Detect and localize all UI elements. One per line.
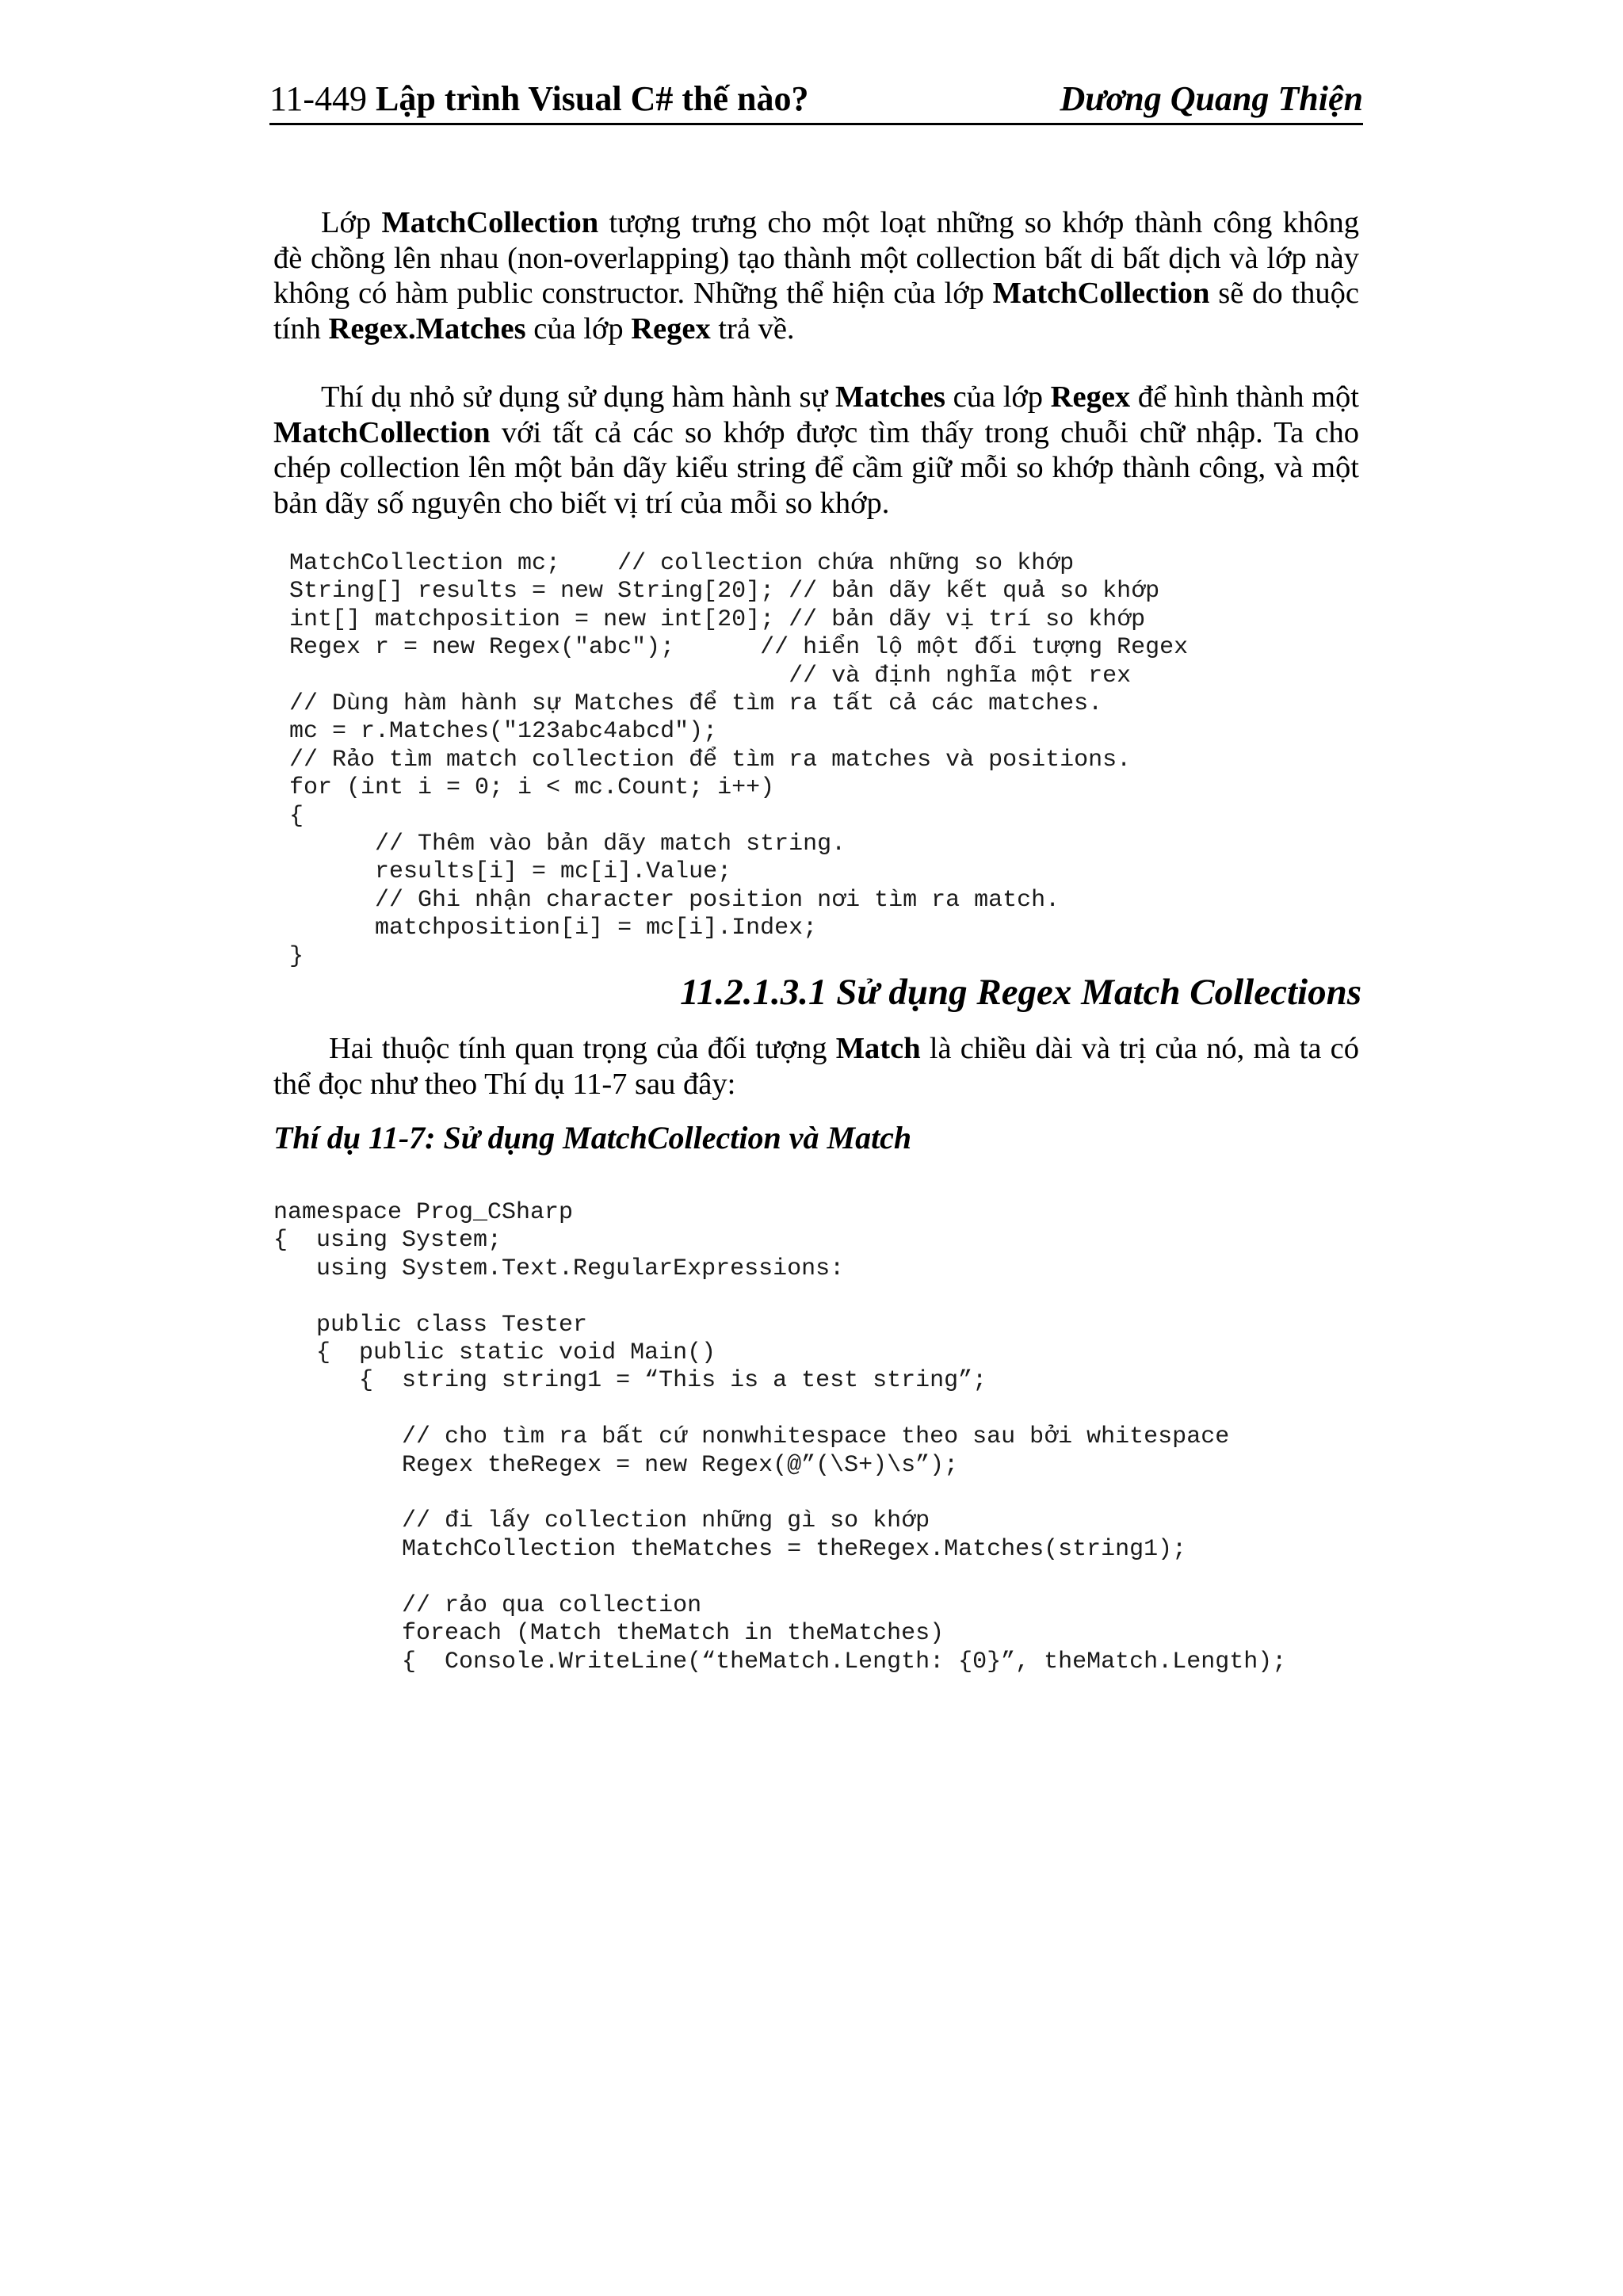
paragraph-matchcollection-intro: [273, 205, 1359, 346]
page-header: [269, 75, 1363, 125]
book-title: Lập trình Visual C# thế nào?: [376, 79, 809, 118]
bold-term: Match: [835, 1032, 921, 1065]
bold-term: Regex: [631, 311, 711, 346]
text-span: của lớp: [525, 311, 632, 346]
bold-term: MatchCollection: [273, 415, 491, 449]
text-span: của lớp: [945, 380, 1051, 414]
text-span: để hình thành một: [1130, 380, 1360, 414]
text-span: với tất cả các so khớp được tìm thấy trong chuỗi chữ nhập. Ta cho chép collection lên một bản dãy kiểu string để cầm giữ mỗi so khớp thành công, và một bản dãy số nguyên cho biết vị trí của mỗi so khớp.: [273, 415, 1359, 520]
paragraph-match-properties: [273, 1031, 1359, 1102]
header-left: [269, 75, 809, 123]
code-block-example-11-7: namespace Prog_CSharp { using System; using System.Text.RegularExpressions: public class Tester { public static void Main() { string string1 = “This is a test string”; // cho tìm ra bất cứ nonwhitespace theo sau bởi whitespace Regex theRegex = new Regex(@”(\S+)\s”); // đi lấy collection những gì so khớp MatchCollection theMatches = theRegex.Matches(string1); // rảo qua collection foreach (Match theMatch in theMatches) { Console.WriteLine(“theMatch.Length: {0}”, theMatch.Length);: [273, 1199, 1287, 1675]
text-span: tượng trưng cho một loạt những so khớp thành công không đè chồng lên nhau (non-overlapping) tạo thành một collection bất di bất dịch và lớp này không có hàm public constructor. Những thể hiện của lớp: [273, 206, 1359, 310]
text-span: Hai thuộc tính quan trọng của đối tượng: [329, 1032, 836, 1065]
bold-term: MatchCollection: [381, 206, 599, 239]
paragraph-example-intro: [273, 380, 1359, 521]
bold-term: Matches: [834, 380, 945, 414]
page-number: 11-449: [269, 79, 368, 118]
section-heading: 11.2.1.3.1 Sử dụng Regex Match Collections: [680, 972, 1361, 1013]
example-title: Thí dụ 11-7: Sử dụng MatchCollection và Match: [273, 1120, 912, 1156]
bold-term: Regex.Matches: [328, 311, 526, 346]
text-span: sẽ do thuộc tính: [273, 277, 1359, 346]
author-name: Dương Quang Thiện: [1060, 79, 1363, 118]
text-span: Thí dụ nhỏ sử dụng sử dụng hàm hành sự: [321, 380, 835, 414]
code-block-matches: MatchCollection mc; // collection chứa những so khớp String[] results = new String[20]; // bản dãy kết quả so khớp int[] matchposition = new int[20]; // bản dãy vị trí so khớp Regex r = new Regex("abc"); // hiển lộ một đối tượng Regex // và định nghĩa một rex // Dùng hàm hành sự Matches để tìm ra tất cả các matches. mc = r.Matches("123abc4abcd"); // Rảo tìm match collection để tìm ra matches và positions. for (int i = 0; i < mc.Count; i++) { // Thêm vào bản dãy match string. results[i] = mc[i].Value; // Ghi nhận character position nơi tìm ra match. matchposition[i] = mc[i].Index; }: [289, 550, 1189, 970]
bold-term: Regex: [1050, 380, 1131, 414]
text-span: Lớp: [321, 206, 382, 239]
text-span: trả về.: [710, 311, 795, 346]
bold-term: MatchCollection: [992, 277, 1210, 310]
text-span: là chiều dài và trị của nó, mà ta có thể đọc như theo Thí dụ 11-7 sau đây:: [273, 1032, 1359, 1101]
